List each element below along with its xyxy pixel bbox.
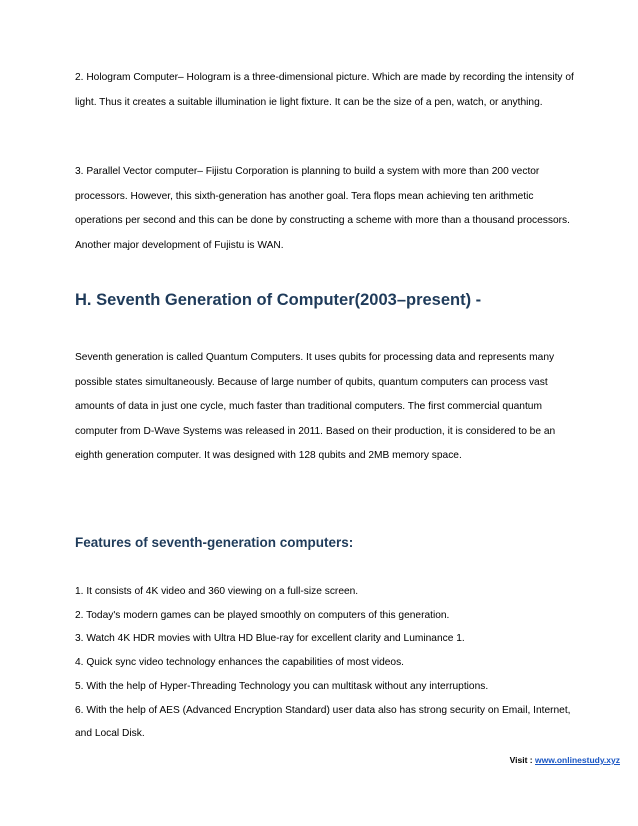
hologram-paragraph: 2. Hologram Computer– Hologram is a three-dimensional picture. Which are made by recording the intensity of light. Thus it creates a suitable illumination ie light fixture. It can be the size of a pen, watch, or anything. [75,72,574,108]
list-item: 1. It consists of 4K video and 360 viewing on a full-size screen. [75,586,359,597]
list-item: 3. Watch 4K HDR movies with Ultra HD Blue-ray for excellent clarity and Luminance 1. [75,633,465,645]
list-item: 5. With the help of Hyper-Threading Technology you can multitask without any interruptions. [75,680,489,692]
features-list [75,580,575,746]
list-item: 6. With the help of AES (Advanced Encryption Standard) user data also has strong security on Email, Internet, and Local Disk. [75,704,571,740]
list-item: 4. Quick sync video technology enhances the capabilities of most videos. [75,657,405,669]
parallel-vector-paragraph: 3. Parallel Vector computer– Fijistu Corporation is planning to build a system with more than 200 vector processors. However, this sixth-generation has another goal. Tera flops mean achieving ten arithmetic operations per second and this can be done by constructing a scheme with more than a thousand processors. Another major development of Fujistu is WAN. [75,166,570,251]
seventh-generation-heading: H. Seventh Generation of Computer(2003–present) - [75,291,482,309]
footer-visit [510,755,620,765]
list-item: 2. Today's modern games can be played smoothly on computers of this generation. [75,609,450,621]
features-heading: Features of seventh-generation computers: [75,535,354,550]
footer-prefix: Visit : [509,755,535,765]
quantum-computers-paragraph: Seventh generation is called Quantum Computers. It uses qubits for processing data and represents many possible states simultaneously. Because of large number of qubits, quantum computers can process vast amounts of data in just one cycle, much faster than traditional computers. The first commercial quantum computer from D-Wave Systems was released in 2011. Based on their production, it is considered to be an eighth generation computer. It was designed with 128 qubits and 2MB memory space. [75,352,556,461]
website-link[interactable]: www.onlinestudy.xyz [534,755,620,765]
